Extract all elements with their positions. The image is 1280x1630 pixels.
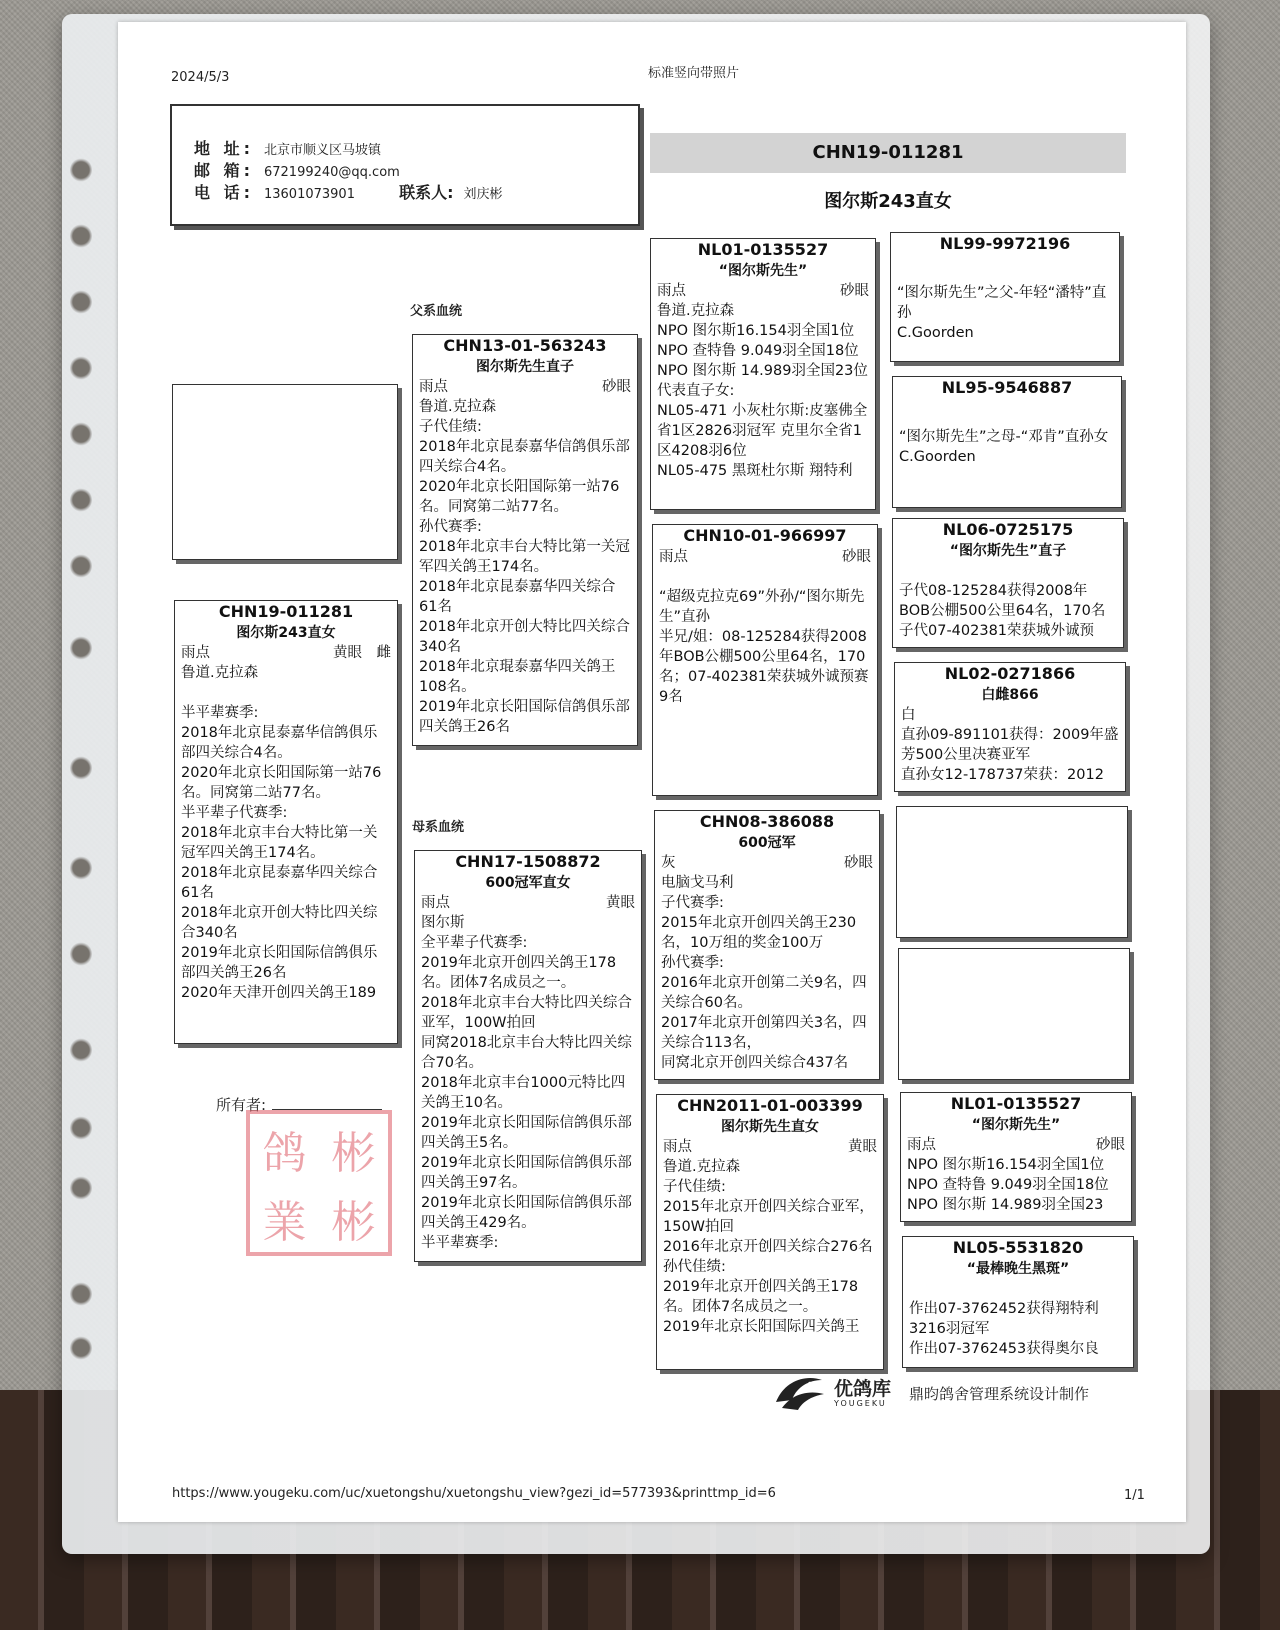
dam-card [414, 850, 642, 1262]
note-line: 孙代佳绩: [663, 1259, 726, 1275]
note-line: 2018年北京丰台大特比第一关冠军四关鸽王174名。 [181, 825, 378, 861]
note-line: 半平辈赛季: [421, 1235, 499, 1251]
note-line: 2019年北京长阳国际信鸽俱乐部四关鸽王26名 [419, 699, 630, 735]
binder-hole [70, 422, 92, 446]
dam-dam-dam-card [902, 1236, 1134, 1368]
ring-number: CHN13-01-563243 [443, 336, 607, 355]
ring-number: NL95-9546887 [941, 378, 1073, 397]
note-line: NPO 图尔斯 14.989羽全国23位 [657, 363, 868, 379]
note-line: 半兄/姐：08-125284获得2008年BOB公棚500公里64名，170名；07-402381荣获城外诚预赛9名 [659, 629, 869, 705]
dam-dam-sire-card [900, 1092, 1132, 1222]
binder-hole [70, 158, 92, 182]
subject-card [174, 600, 398, 1044]
print-date: 2024/5/3 [171, 70, 230, 85]
sire-sire-sire-card [890, 232, 1120, 362]
email-value: 672199240@qq.com [263, 165, 400, 180]
note-line: 全平辈子代赛季: [421, 935, 528, 951]
notes [897, 263, 1113, 343]
note-line: 2018年北京丰台大特比第一关冠军四关鸽王174名。 [419, 539, 630, 575]
note-line: 半平辈子代赛季: [181, 805, 288, 821]
brand-footer [770, 1372, 1089, 1414]
note-line: 电脑戈马利 [661, 875, 734, 891]
note-line: 2019年北京长阳国际信鸽俱乐部四关鸽王97名。 [421, 1155, 632, 1191]
pigeon-name: “图尔斯先生” [718, 263, 808, 279]
logo-name: 优鸽库 [834, 1377, 892, 1400]
note-line: 2020年天津开创四关鸽王189 [181, 985, 377, 1001]
sire-card [412, 334, 638, 746]
address-label: 地 址: [194, 139, 254, 158]
notes [181, 663, 391, 1003]
pigeon-name: 600冠军 [738, 835, 796, 851]
notes [421, 913, 635, 1253]
binder-hole [70, 1336, 92, 1360]
sire-dam-card [652, 524, 878, 796]
note-line: 子代08-125284获得2008年BOB公棚500公里64名，170名 [899, 583, 1106, 619]
notes [659, 567, 871, 707]
eye: 黄眼 [848, 1139, 877, 1155]
binder-hole [70, 224, 92, 248]
father-line-label: 父系血统 [410, 304, 463, 319]
ring-number: NL01-0135527 [697, 240, 829, 259]
note-line: C.Goorden [897, 325, 974, 341]
notes [899, 407, 1115, 467]
note-line: NPO 查特鲁 9.049羽全国18位 [907, 1177, 1109, 1193]
note-line: 直孙09-891101获得：2009年盛芳500公里决赛亚军 [901, 727, 1119, 763]
note-line: 2016年北京开创第二关9名，四关综合60名。 [661, 975, 867, 1011]
note-line: 2019年北京长阳国际四关鸽王 [663, 1319, 860, 1335]
binder-hole [70, 1176, 92, 1200]
color: 雨点 [419, 379, 448, 395]
eye: 黄眼 雌 [333, 645, 391, 661]
sire-dam-dam-card [894, 662, 1126, 792]
eye: 黄眼 [606, 895, 635, 911]
seal-char: 彬 [331, 1127, 376, 1179]
empty-card [896, 806, 1128, 938]
ring-number: CHN10-01-966997 [683, 526, 847, 545]
binder-hole [70, 1282, 92, 1306]
note-line: 2020年北京长阳国际第一站76名。同窝第二站77名。 [419, 479, 620, 515]
note-line: 鲁道.克拉森 [657, 303, 735, 319]
note-line: NPO 图尔斯16.154羽全国1位 [657, 323, 855, 339]
phone-label: 电 话: [194, 183, 254, 202]
mother-line-label: 母系血统 [412, 820, 465, 835]
color: 灰 [661, 855, 676, 871]
note-line: 2016年北京开创四关综合276名 [663, 1239, 873, 1255]
pigeon-name: 图尔斯243直女 [236, 625, 336, 641]
sire-sire-dam-card [892, 376, 1122, 508]
seal-char: 彬 [331, 1196, 376, 1248]
binder-hole [70, 290, 92, 314]
eye: 砂眼 [842, 549, 871, 565]
contact-block [170, 104, 640, 226]
binder-hole [70, 1038, 92, 1062]
seal-char: 鸽 [262, 1127, 307, 1179]
note-line: 2015年北京开创四关鸽王230名，10万组的奖金100万 [661, 915, 857, 951]
note-line: NPO 查特鲁 9.049羽全国18位 [657, 343, 859, 359]
owner-label: 所有者: [216, 1094, 382, 1115]
note-line: NPO 图尔斯 14.989羽全国23 [907, 1197, 1104, 1213]
sire-sire-card [650, 238, 876, 510]
address-value: 北京市顺义区马坡镇 [263, 143, 381, 158]
binder-hole [70, 488, 92, 512]
person-label: 联系人: [399, 183, 454, 202]
note-line: 2018年北京昆泰嘉华信鸽俱乐部四关综合4名。 [419, 439, 630, 475]
ring-number: NL06-0725175 [942, 520, 1074, 539]
note-line: 孙代赛季: [661, 955, 724, 971]
notes [907, 1155, 1125, 1215]
binder-hole [70, 1116, 92, 1140]
notes [899, 561, 1117, 641]
eye: 砂眼 [844, 855, 873, 871]
note-line: 直孙女12-178737荣获：2012 [901, 767, 1104, 783]
note-line [897, 263, 1113, 283]
notes [901, 705, 1119, 785]
sire-dam-sire-card [892, 518, 1124, 648]
binder-hole [70, 636, 92, 660]
note-line: 鲁道.克拉森 [419, 399, 497, 415]
note-line: 2019年北京长阳国际信鸽俱乐部四关鸽王26名 [181, 945, 378, 981]
note-line: 2018年北京琨泰嘉华四关鸽王108名。 [419, 659, 616, 695]
pigeon-name: “图尔斯先生” [971, 1117, 1061, 1133]
note-line: 作出07-3762453获得奥尔良 [909, 1341, 1099, 1357]
color: 雨点 [907, 1137, 936, 1153]
photo-placeholder [172, 384, 398, 560]
pigeon-name: 图尔斯先生直子 [476, 359, 574, 375]
note-line: 代表直子女: [657, 383, 735, 399]
footer-url: https://www.yougeku.com/uc/xuetongshu/xuetongshu_view?gezi_id=577393&printtmp_id=6 [172, 1486, 776, 1501]
note-line: 2017年北京开创第四关3名，四关综合113名， [661, 1015, 867, 1051]
logo-sub: YOUGEKU [834, 1398, 887, 1408]
ring-number: CHN17-1508872 [455, 852, 601, 871]
notes [657, 301, 869, 481]
dam-dam-card [656, 1094, 884, 1370]
print-title: 标准竖向带照片 [648, 66, 740, 81]
note-line: 子代佳绩: [663, 1179, 726, 1195]
note-line: 2018年北京昆泰嘉华信鸽俱乐部四关综合4名。 [181, 725, 378, 761]
pigeon-name: 白雌866 [981, 687, 1039, 703]
phone-value: 13601073901 [263, 187, 355, 202]
maker-text: 鼎昀鸽舍管理系统设计制作 [909, 1384, 1090, 1403]
note-line: NL05-475 黑斑杜尔斯 翔特利 [657, 463, 853, 479]
note-line: NPO 图尔斯16.154羽全国1位 [907, 1157, 1105, 1173]
page-number: 1/1 [1124, 1488, 1145, 1503]
note-line [181, 683, 391, 703]
ring-number: NL99-9972196 [939, 234, 1071, 253]
note-line: “图尔斯先生”之母-“邓肯”直孙女 [899, 429, 1109, 445]
pigeon-name: “图尔斯先生”直子 [949, 543, 1067, 559]
note-line [909, 1279, 1127, 1299]
color: 雨点 [659, 549, 688, 565]
yougeku-logo-icon [770, 1372, 828, 1414]
eye: 砂眼 [602, 379, 631, 395]
notes [909, 1279, 1127, 1359]
note-line: 图尔斯 [421, 915, 465, 931]
binder-hole [70, 756, 92, 780]
note-line: 2018年北京昆泰嘉华四关综合61名 [181, 865, 378, 901]
note-line: 2019年北京开创四关鸽王178名。团体7名成员之一。 [663, 1279, 859, 1315]
note-line: 2020年北京长阳国际第一站76名。同窝第二站77名。 [181, 765, 382, 801]
note-line: 2019年北京长阳国际信鸽俱乐部四关鸽王5名。 [421, 1115, 632, 1151]
note-line: 白 [901, 707, 916, 723]
note-line: “超级克拉克69”外孙/“图尔斯先生”直孙 [659, 589, 865, 625]
note-line: 2018年北京昆泰嘉华四关综合61名 [419, 579, 616, 615]
note-line: 孙代赛季: [419, 519, 482, 535]
note-line: 2018年北京开创大特比四关综合340名 [181, 905, 378, 941]
red-seal-stamp [246, 1110, 392, 1256]
color: 雨点 [181, 645, 210, 661]
pigeon-name: “最棒晚生黑斑” [966, 1261, 1070, 1277]
color: 雨点 [663, 1139, 692, 1155]
ring-number: NL05-5531820 [952, 1238, 1084, 1257]
note-line [899, 561, 1117, 581]
note-line [899, 407, 1115, 427]
note-line: C.Goorden [899, 449, 976, 465]
note-line: 2019年北京长阳国际信鸽俱乐部四关鸽王429名。 [421, 1195, 632, 1231]
note-line: 作出07-3762452获得翔特利3216羽冠军 [909, 1301, 1099, 1337]
note-line: 半平辈赛季: [181, 705, 259, 721]
ring-number: NL02-0271866 [944, 664, 1076, 683]
note-line: 鲁道.克拉森 [663, 1159, 741, 1175]
binder-hole [70, 942, 92, 966]
pigeon-name: 600冠军直女 [485, 875, 571, 891]
note-line: 2018年北京开创大特比四关综合340名 [419, 619, 630, 655]
note-line: 2018年北京丰台大特比四关综合亚军，100W拍回 [421, 995, 632, 1031]
empty-card [898, 948, 1130, 1080]
note-line: 同窝北京开创四关综合437名 [661, 1055, 849, 1071]
pigeon-name: 图尔斯先生直女 [721, 1119, 819, 1135]
main-ring-number: CHN19-011281 [650, 133, 1126, 173]
notes [661, 873, 873, 1073]
note-line: 同窝2018北京丰台大特比四关综合70名。 [421, 1035, 632, 1071]
binder-hole [70, 356, 92, 380]
note-line: 2019年北京开创四关鸽王178名。团体7名成员之一。 [421, 955, 617, 991]
note-line: 子代07-402381荣获城外诚预 [899, 623, 1095, 639]
ring-number: CHN08-386088 [699, 812, 835, 831]
binder-hole [70, 856, 92, 880]
binder-hole [70, 554, 92, 578]
color: 雨点 [421, 895, 450, 911]
ring-number: NL01-0135527 [950, 1094, 1082, 1113]
note-line: 子代赛季: [661, 895, 724, 911]
email-label: 邮 箱: [194, 161, 254, 180]
note-line: NL05-471 小灰杜尔斯:皮塞佛全省1区2826羽冠军 克里尔全省1区4208羽6位 [657, 403, 868, 459]
note-line: 2015年北京开创四关综合亚军，150W拍回 [663, 1199, 874, 1235]
seal-char: 業 [262, 1196, 307, 1248]
note-line: 子代佳绩: [419, 419, 482, 435]
note-line: 鲁道.克拉森 [181, 665, 259, 681]
person-value: 刘庆彬 [463, 187, 503, 202]
note-line: 2018年北京丰台1000元特比四关鸽王10名。 [421, 1075, 626, 1111]
note-line: “图尔斯先生”之父-年轻“潘特”直孙 [897, 285, 1107, 321]
eye: 砂眼 [840, 283, 869, 299]
notes [663, 1157, 877, 1337]
color: 雨点 [657, 283, 686, 299]
ring-number: CHN2011-01-003399 [677, 1096, 863, 1115]
ring-number: CHN19-011281 [218, 602, 354, 621]
notes [419, 397, 631, 737]
eye: 砂眼 [1096, 1137, 1125, 1153]
note-line [659, 567, 871, 587]
dam-sire-card [654, 810, 880, 1080]
main-pigeon-name: 图尔斯243直女 [824, 191, 952, 212]
